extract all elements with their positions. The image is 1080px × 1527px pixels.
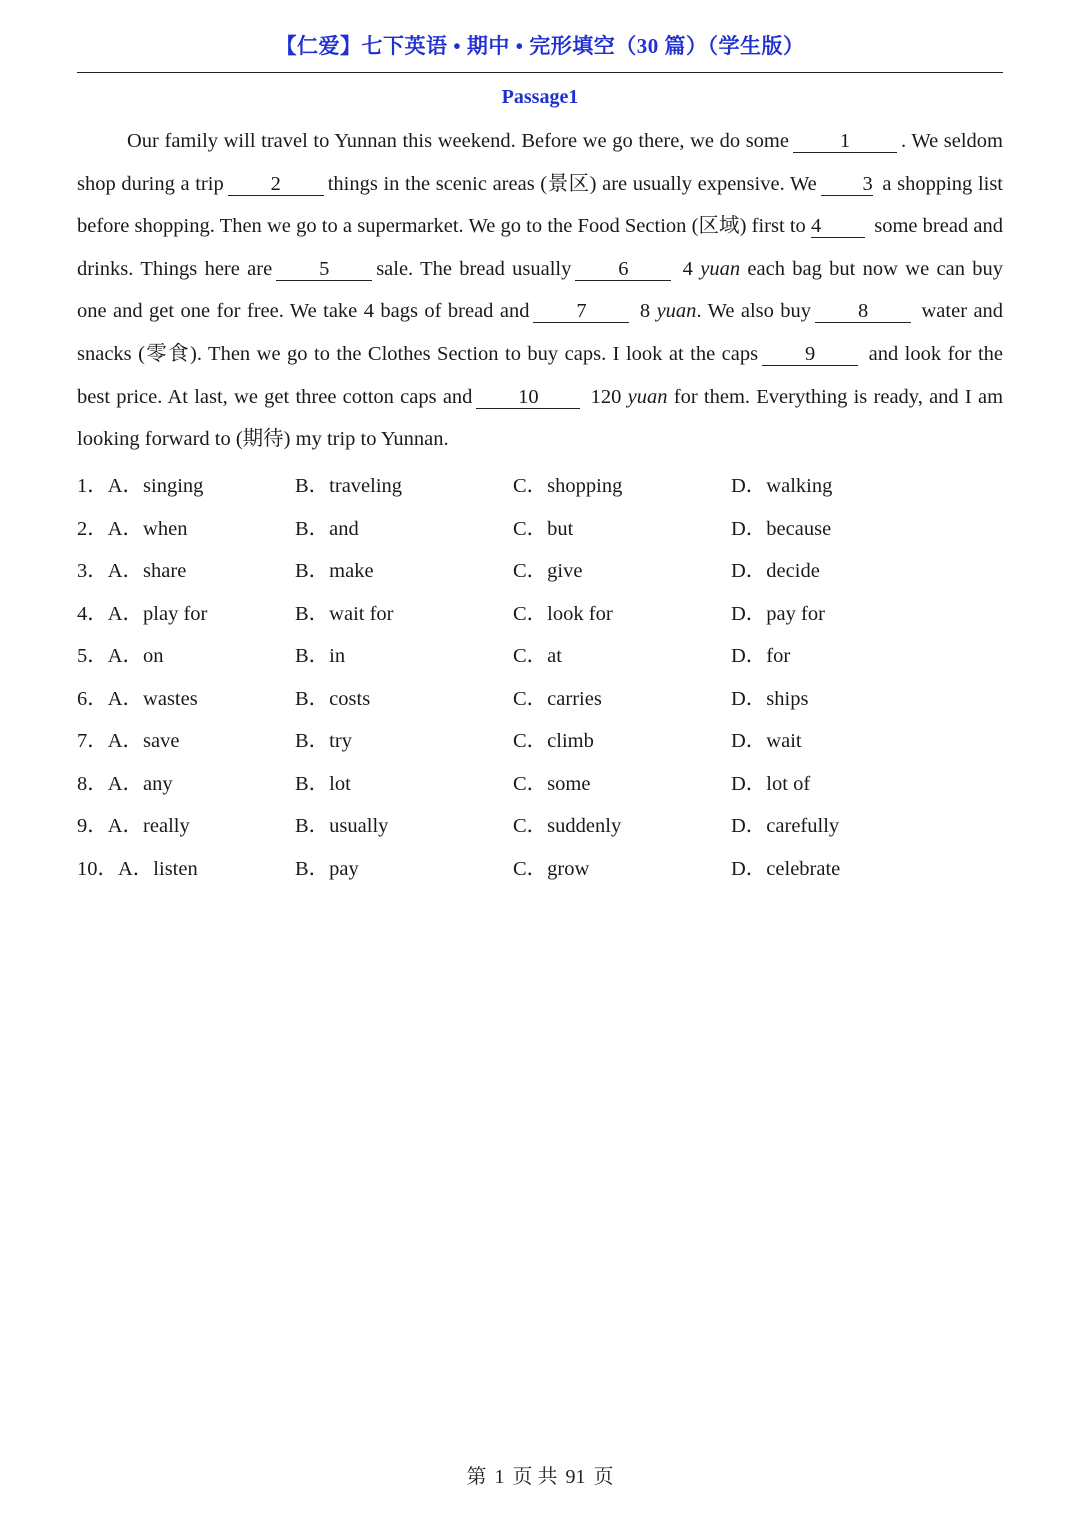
- passage-text: [77, 120, 1003, 461]
- option-a-text: A．save: [107, 730, 180, 752]
- question-row: [77, 843, 1003, 886]
- option-a: [77, 766, 173, 796]
- passage-segment: 4: [682, 257, 693, 280]
- option-d: D．for: [731, 645, 791, 667]
- option-a: [77, 511, 187, 541]
- option-c: C．suddenly: [513, 815, 622, 837]
- passage-segment: . We seldom shop during a trip: [77, 130, 1004, 195]
- blank-7: 7: [533, 300, 629, 323]
- option-a: [77, 723, 179, 753]
- question-number: 8．: [77, 772, 108, 795]
- option-b: B．and: [295, 517, 359, 540]
- page-footer: [0, 1460, 1080, 1489]
- option-a: [77, 596, 207, 626]
- option-a-text: A．really: [107, 815, 190, 837]
- currency-word: yuan: [627, 385, 668, 408]
- option-b: B．wait for: [295, 602, 394, 625]
- question-number: 2．: [77, 517, 108, 540]
- passage-segment: for them. Everything is ready, and I am looking forward to (期待) my trip to Yunnan.: [77, 385, 1004, 451]
- question-row: [77, 715, 1003, 758]
- currency-word: yuan: [656, 300, 697, 323]
- question-row: [77, 588, 1003, 631]
- option-a-text: A．wastes: [107, 687, 198, 710]
- footer-middle: 页 共: [512, 1466, 558, 1488]
- option-a-text: A．any: [107, 772, 173, 795]
- option-c: C．shopping: [513, 475, 623, 497]
- option-b: B．lot: [295, 772, 351, 795]
- passage-segment: sale. The bread usually: [376, 257, 572, 280]
- document-header-title: 【仁爱】七下英语 • 期中 • 完形填空（30 篇）（学生版）: [275, 34, 805, 58]
- option-a-text: A．when: [107, 517, 188, 540]
- option-c: C．but: [513, 517, 574, 540]
- passage-segment: and look for the best price. At last, we get three cotton caps and: [77, 342, 1004, 408]
- question-row: [77, 630, 1003, 673]
- option-c: C．carries: [513, 687, 602, 710]
- passage-segment: each bag but now we can buy one and get one for free. We take 4 bags of bread and: [77, 257, 1004, 323]
- question-number: 4．: [77, 602, 108, 625]
- question-row: [77, 758, 1003, 801]
- blank-9: 9: [762, 343, 858, 366]
- option-b: B．traveling: [295, 475, 403, 497]
- option-b: B．try: [295, 730, 352, 752]
- option-a: [77, 553, 186, 583]
- question-number: 7．: [77, 730, 108, 752]
- option-c: C．give: [513, 560, 583, 582]
- question-number: 6．: [77, 687, 108, 710]
- option-a: [77, 808, 190, 838]
- option-d: D．wait: [731, 730, 802, 752]
- option-c: C．at: [513, 645, 562, 667]
- passage-segment: some bread and drinks. Things here are: [77, 215, 1004, 280]
- passage-segment: Our family will travel to Yunnan this weekend. Before we go there, we do some: [127, 130, 789, 152]
- passage-segment: a shopping list before shopping. Then we go to a supermarket. We go to the Food Section (区域) first to: [77, 172, 1004, 238]
- option-a-text: A．listen: [118, 857, 198, 880]
- blank-3: 3: [821, 173, 873, 196]
- option-a-text: A．share: [107, 560, 187, 582]
- option-a-text: A．singing: [107, 475, 204, 497]
- option-d: D．lot of: [731, 772, 811, 795]
- total-page-count: 91: [565, 1466, 586, 1488]
- question-row: [77, 800, 1003, 843]
- passage-segment: . We also buy: [696, 300, 812, 323]
- option-b: B．pay: [295, 857, 359, 880]
- passage-segment: things in the scenic areas (景区) are usually expensive. We: [327, 172, 817, 195]
- question-number: 9．: [77, 815, 108, 837]
- footer-suffix: 页: [593, 1466, 614, 1488]
- blank-8: 8: [815, 300, 911, 323]
- blank-5: 5: [276, 258, 372, 281]
- footer-prefix: 第: [466, 1466, 487, 1488]
- option-a: [77, 681, 198, 711]
- option-a: [77, 638, 164, 668]
- question-row: [77, 503, 1003, 546]
- option-b: B．in: [295, 645, 346, 667]
- blank-2: 2: [228, 173, 324, 196]
- currency-word: yuan: [700, 257, 741, 280]
- current-page-number: 1: [494, 1466, 505, 1488]
- option-d: D．walking: [731, 475, 833, 497]
- option-d: D．pay for: [731, 602, 825, 625]
- option-b: B．usually: [295, 815, 389, 837]
- option-b: B．costs: [295, 687, 371, 710]
- blank-4: 4: [811, 215, 865, 238]
- option-d: D．celebrate: [731, 857, 841, 880]
- option-a: [77, 851, 198, 881]
- passage-segment: water and snacks (零食). Then we go to the Clothes Section to buy caps. I look at the caps: [77, 300, 1004, 365]
- option-c: C．grow: [513, 857, 590, 880]
- option-c: C．some: [513, 772, 591, 795]
- blank-1: 1: [793, 130, 897, 153]
- option-d: D．carefully: [731, 815, 840, 837]
- option-c: C．look for: [513, 602, 613, 625]
- option-a-text: A．play for: [107, 602, 208, 625]
- option-d: D．ships: [731, 687, 809, 710]
- question-number: 5．: [77, 645, 108, 667]
- blank-6: 6: [575, 258, 671, 281]
- answer-options: [77, 460, 1003, 885]
- passage-segment: 120: [590, 385, 622, 408]
- option-d: D．decide: [731, 560, 820, 582]
- option-a: [77, 468, 203, 498]
- question-number: 3．: [77, 560, 108, 582]
- question-row: [77, 460, 1003, 503]
- option-b: B．make: [295, 560, 374, 582]
- question-row: [77, 673, 1003, 716]
- option-a-text: A．on: [107, 645, 164, 667]
- blank-10: 10: [476, 386, 580, 409]
- passage-segment: 8: [639, 300, 651, 323]
- question-number: 10．: [77, 857, 118, 880]
- passage-title: Passage1: [501, 86, 579, 108]
- question-row: [77, 545, 1003, 588]
- option-c: C．climb: [513, 730, 594, 752]
- question-number: 1．: [77, 475, 108, 497]
- header-divider: [77, 72, 1003, 73]
- option-d: D．because: [731, 517, 832, 540]
